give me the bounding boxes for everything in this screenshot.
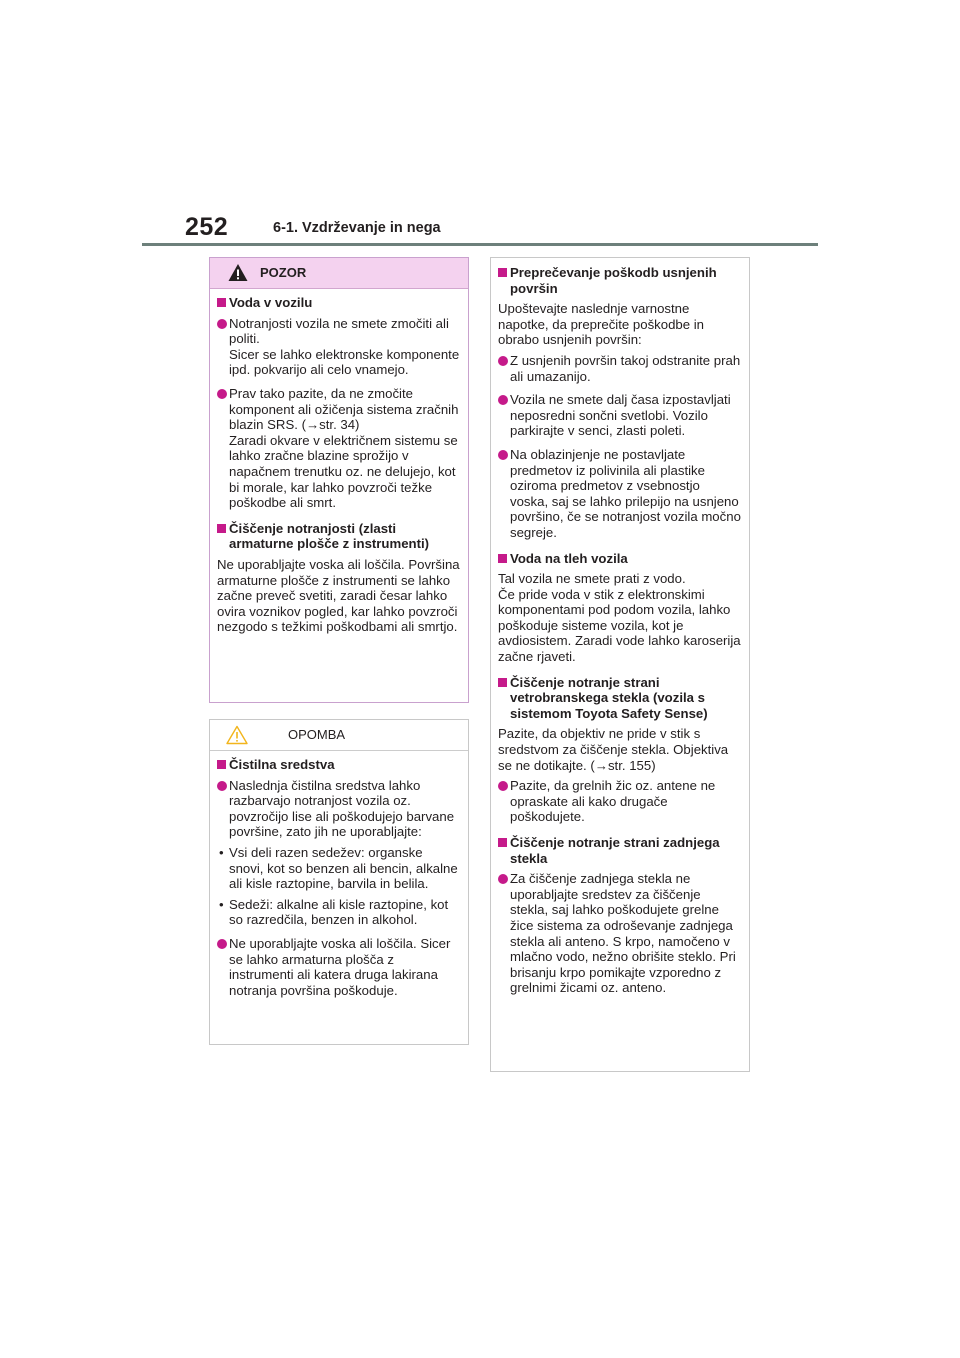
bullet-item: Na oblazinjenje ne postavljate predmetov iz polivinila ali plastike oziroma predmetov z vsebnostjo voska, saj se lahko prilepijo na usnjeno površino, če se notranjost vozila močno segreje. xyxy=(498,447,741,541)
note-box-header xyxy=(210,720,468,751)
warning-box-header xyxy=(210,258,468,289)
warning-box-title: POZOR xyxy=(260,265,307,280)
page-number: 252 xyxy=(185,213,229,241)
warning-box xyxy=(209,257,469,703)
bullet-item: Z usnjenih površin takoj odstranite prah ali umazanijo. xyxy=(498,353,741,384)
bullet-item: Naslednja čistilna sredstva lahko razbarvajo notranjost vozila oz. povzročijo lise ali poškodujejo barvane površine, zato jih ne uporabljajte: xyxy=(217,778,460,840)
bullet-item: Notranjosti vozila ne smete zmočiti ali politi. Sicer se lahko elektronske komponente ipd. pokvarijo ali celo vnamejo. xyxy=(217,316,460,378)
dash-item: • Sedeži: alkalne ali kisle raztopine, kot so razredčila, benzen in alkohol. xyxy=(217,897,460,928)
section-title: 6-1. Vzdrževanje in nega xyxy=(273,220,441,236)
section-heading: Voda v vozilu xyxy=(217,295,460,311)
paragraph: Pazite, da objektiv ne pride v stik s sredstvom za čiščenje stekla. Objektiva se ne dotikajte. (→str. 155) xyxy=(498,726,729,773)
section-heading: Čiščenje notranjosti (zlasti armaturne plošče z instrumenti) xyxy=(217,521,460,552)
section-heading: Preprečevanje poškodb usnjenih površin xyxy=(498,265,741,296)
note-box-title: OPOMBA xyxy=(288,727,346,742)
section-heading: Čistilna sredstva xyxy=(217,757,460,773)
section-heading: Čiščenje notranje strani zadnjega stekla xyxy=(498,835,741,866)
header-rule xyxy=(142,243,818,246)
bullet-item: Vozila ne smete dalj časa izpostavljati neposredni sončni svetlobi. Vozilo parkirajte v senci, zlasti poleti. xyxy=(498,392,741,439)
section-heading: Voda na tleh vozila xyxy=(498,551,741,567)
note-box xyxy=(209,719,469,1045)
bullet-item: Prav tako pazite, da ne zmočite komponent ali ožičenja sistema zračnih blazin SRS. (→str. 34) Zaradi okvare v električnem sistemu se lahko zračne blazine sprožijo v napačnem trenutku oz. ne delujejo, kot bi morale, kar lahko povzroči težke poškodbe ali smrt. xyxy=(217,386,460,511)
paragraph: Ne uporabljajte voska ali loščila. Površina armaturne plošče z instrumenti se lahko začne preveč svetiti, zaradi česar lahko ovira voznikov pogled, kar lahko povzroči nezgodo s težkimi poškodbami ali smrtjo. xyxy=(217,556,460,635)
bullet-item: Pazite, da grelnih žic oz. antene ne opraskate ali kako drugače poškodujete. xyxy=(498,778,741,825)
paragraph: Upoštevajte naslednje varnostne napotke, da preprečite poškodbe in obrabo usnjenih površin: xyxy=(498,301,705,348)
warning-triangle-icon xyxy=(228,263,248,282)
section-heading: Čiščenje notranje strani vetrobranskega stekla (vozila s sistemom Toyota Safety Sense) xyxy=(498,675,741,722)
bullet-item: Za čiščenje zadnjega stekla ne uporabljajte sredstev za čiščenje stekla, saj lahko poškodujete grelne žice sistema za odroševanje zadnjega stekla ali anteno. S krpo, namočeno v mlačno vodo, nežno obrišite steklo. Pri brisanju krpo pomikajte vzporedno z grelnimi žicami oz. anteno. xyxy=(498,871,741,996)
paragraph: Tal vozila ne smete prati z vodo. Če pride voda v stik z elektronskimi komponentami pod podom vozila, lahko poškoduje sisteme vozila, kot je avdiosistem. Zaradi vode lahko karoserija začne rjaveti. xyxy=(498,571,741,665)
caution-triangle-icon xyxy=(226,725,248,745)
bullet-item: Ne uporabljajte voska ali loščila. Sicer se lahko armaturna plošča z instrumenti ali katera druga lakirana notranja površina poškoduje. xyxy=(217,936,460,998)
info-box xyxy=(490,257,750,1072)
dash-item: • Vsi deli razen sedežev: organske snovi, kot so benzen ali bencin, alkalne ali kisle raztopine, barvila in belila. xyxy=(217,845,460,892)
